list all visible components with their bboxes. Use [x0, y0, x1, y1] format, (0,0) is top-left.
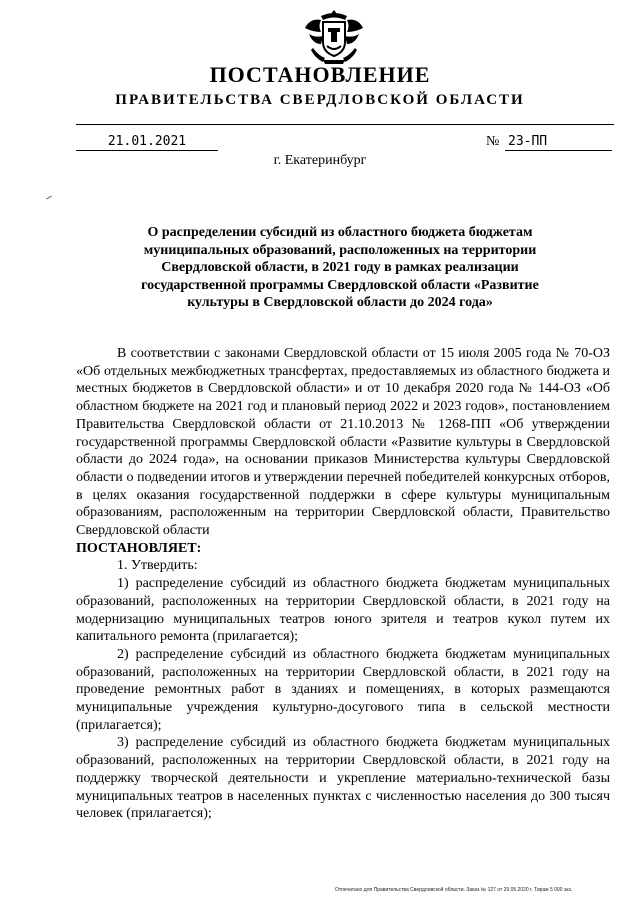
- subitem-2: 2) распределение субсидий из областного бюджета бюджетам муниципальных образований, расположенных на территории Свердловской области, в 2021 году на проведение ремонтных работ в зданиях и помещениях, в которых размещаются муниципальные учреждения культурно-досугового типа в сельской местности (прилагается);: [76, 646, 610, 733]
- issuing-authority: ПРАВИТЕЛЬСТВА СВЕРДЛОВСКОЙ ОБЛАСТИ: [115, 92, 525, 108]
- coat-of-arms-emblem: [301, 6, 367, 66]
- preamble-paragraph: В соответствии с законами Свердловской области от 15 июля 2005 года № 70-ОЗ «Об отдельных межбюджетных трансфертах, предоставляемых из областного бюджета и местных бюджетов в Свердловской области» и от 10 декабря 2020 года № 144-ОЗ «Об областном бюджете на 2021 год и плановый период 2022 и 2023 годов», постановлением Правительства Свердловской области от 21.10.2013 № 1268-ПП «Об утверждении государственной программы Свердловской области «Развитие культуры в Свердловской области до 2024 года», на основании приказов Министерства культуры Свердловской области о подведении итогов и утверждении перечней победителей конкурсных отборов, в целях оказания государственной поддержки в сфере культуры муниципальным образованиям, расположенным на территории Свердловской области, Правительство Свердловской области: [76, 346, 610, 539]
- item-1: 1. Утвердить:: [117, 558, 198, 574]
- header-divider: [76, 124, 614, 125]
- subitem-1: 1) распределение субсидий из областного бюджета бюджетам муниципальных образований, расположенных на территории Свердловской области, в 2021 году на модернизацию муниципальных театров юного зрителя и театров кукол путем их капитального ремонта (прилагается);: [76, 576, 610, 645]
- document-heading: О распределении субсидий из областного бюджета бюджетам муниципальных образований, расположенных на территории Свердловской области, в 2021 году в рамках реализации государственной программы Свердловской области «Развитие культуры в Свердловской области до 2024 года»: [141, 225, 539, 311]
- decree-word: ПОСТАНОВЛЯЕТ:: [76, 540, 202, 556]
- document-type-title: ПОСТАНОВЛЕНИЕ: [209, 62, 431, 87]
- scan-mark: [46, 196, 52, 200]
- document-body: [76, 345, 610, 823]
- document-date: 21.01.2021: [76, 134, 218, 151]
- subitem-3: 3) распределение субсидий из областного бюджета бюджетам муниципальных образований, расположенных на территории Свердловской области, в 2021 году на поддержку творческой деятельности и укрепление материально-технической базы муниципальных театров в населенных пунктах с численностью населения до 300 тысяч человек (прилагается);: [76, 735, 610, 822]
- city: г. Екатеринбург: [273, 153, 367, 168]
- document-number: 23-ПП: [505, 134, 612, 151]
- number-sign: №: [486, 134, 500, 149]
- print-imprint: Отпечатано для Правительства Свердловской области. Заказ № 127 от 29.05.2020 г. Тираж 5 000 экз.: [335, 887, 573, 893]
